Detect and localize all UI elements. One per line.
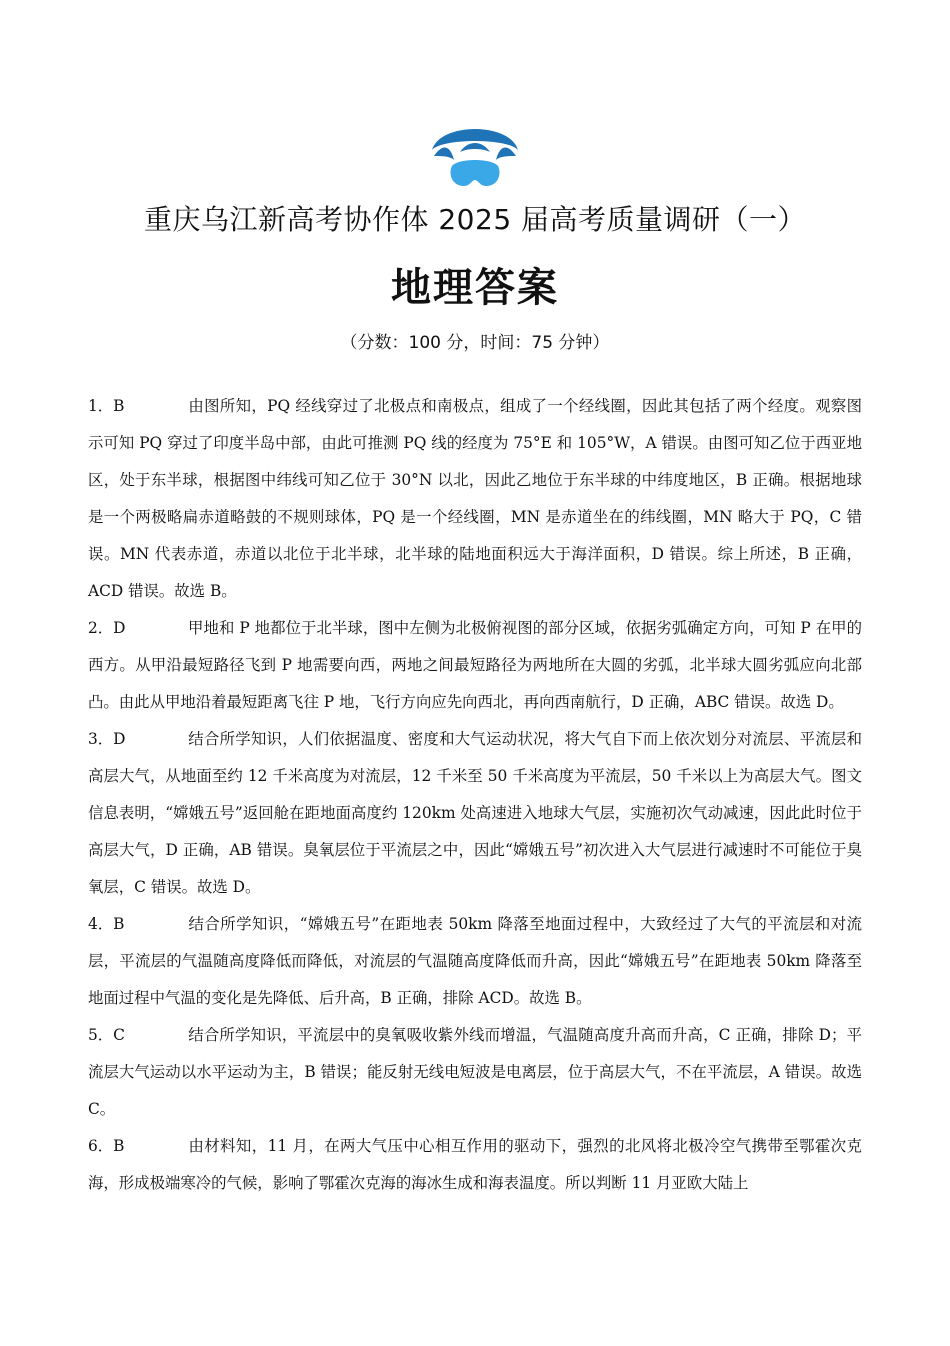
answer-label: 6．B xyxy=(88,1137,125,1155)
answer-item xyxy=(88,721,862,906)
answer-text: 由图所知，PQ 经线穿过了北极点和南极点，组成了一个经线圈，因此其包括了两个经度。观察图示可知 PQ 穿过了印度半岛中部，由此可推测 PQ 线的经度为 75°E 和 105°W，A 错误。由图可知乙位于西亚地区，处于东半球，根据图中纬线可知乙位于 30°N 以北，因此乙地位于东半球的中纬度地区，B 正确。根据地球是一个两极略扁赤道略鼓的不规则球体，PQ 是一个经线圈，MN 是赤道坐在的纬线圈，MN 略大于 PQ，C 错误。MN 代表赤道，赤道以北位于北半球，北半球的陆地面积远大于海洋面积，D 错误。综上所述，B 正确，ACD 错误。故选 B。 xyxy=(88,397,862,600)
answer-text: 结合所学知识，“嫦娥五号”在距地表 50km 降落至地面过程中，大致经过了大气的平流层和对流层，平流层的气温随高度降低而降低，对流层的气温随高度降低而升高，因此“嫦娥五号”在距地表 50km 降落至地面过程中气温的变化是先降低、后升高，B 正确，排除 ACD。故选 B。 xyxy=(88,915,862,1007)
answer-list xyxy=(88,388,862,1202)
logo-wave-right xyxy=(496,147,516,160)
answer-label: 1．B xyxy=(88,397,125,415)
logo-base xyxy=(451,160,500,186)
answer-item xyxy=(88,610,862,721)
answer-item xyxy=(88,1128,862,1202)
logo-wave-mid xyxy=(460,143,490,152)
document-title: 重庆乌江新高考协作体 2025 届高考质量调研（一） xyxy=(143,203,807,236)
answer-text: 结合所学知识，人们依据温度、密度和大气运动状况，将大气自下而上依次划分对流层、平流层和高层大气，从地面至约 12 千米高度为对流层，12 千米至 50 千米高度为平流层，50 千米以上为高层大气。图文信息表明，“嫦娥五号”返回舱在距地面高度约 120km 处高速进入地球大气层，实施初次气动减速，因此此时位于高层大气，D 正确，AB 错误。臭氧层位于平流层之中，因此“嫦娥五号”初次进入大气层进行减速时不可能位于臭氧层，C 错误。故选 D。 xyxy=(88,730,862,896)
document-subtitle: 地理答案 xyxy=(391,265,559,311)
wave-logo-icon xyxy=(428,116,522,190)
answer-text: 结合所学知识，平流层中的臭氧吸收紫外线而增温，气温随高度升高而升高，C 正确，排除 D；平流层大气运动以水平运动为主，B 错误；能反射无线电短波是电离层，位于高层大气，不在平流层，A 错误。故选 C。 xyxy=(88,1026,862,1118)
answer-label: 4．B xyxy=(88,915,125,933)
answer-text: 由材料知，11 月，在两大气压中心相互作用的驱动下，强烈的北风将北极冷空气携带至鄂霍次克海，形成极端寒冷的气候，影响了鄂霍次克海的海冰生成和海表温度。所以判断 11 月亚欧大陆上 xyxy=(88,1137,862,1192)
answer-item xyxy=(88,388,862,610)
answer-item xyxy=(88,1017,862,1128)
answer-item xyxy=(88,906,862,1017)
answer-label: 2．D xyxy=(88,619,126,637)
answer-label: 5．C xyxy=(88,1026,125,1044)
exam-info: （分数：100 分，时间：75 分钟） xyxy=(340,333,610,353)
answer-label: 3．D xyxy=(88,730,126,748)
logo-wave-left xyxy=(434,147,454,160)
answer-text: 甲地和 P 地都位于北半球，图中左侧为北极俯视图的部分区域，依据劣弧确定方向，可知 P 在甲的西方。从甲沿最短路径飞到 P 地需要向西，两地之间最短路径为两地所在大圆的劣弧，北半球大圆劣弧应向北部凸。由此从甲地沿着最短距离飞往 P 地，飞行方向应先向西北，再向西南航行，D 正确，ABC 错误。故选 D。 xyxy=(88,619,862,711)
